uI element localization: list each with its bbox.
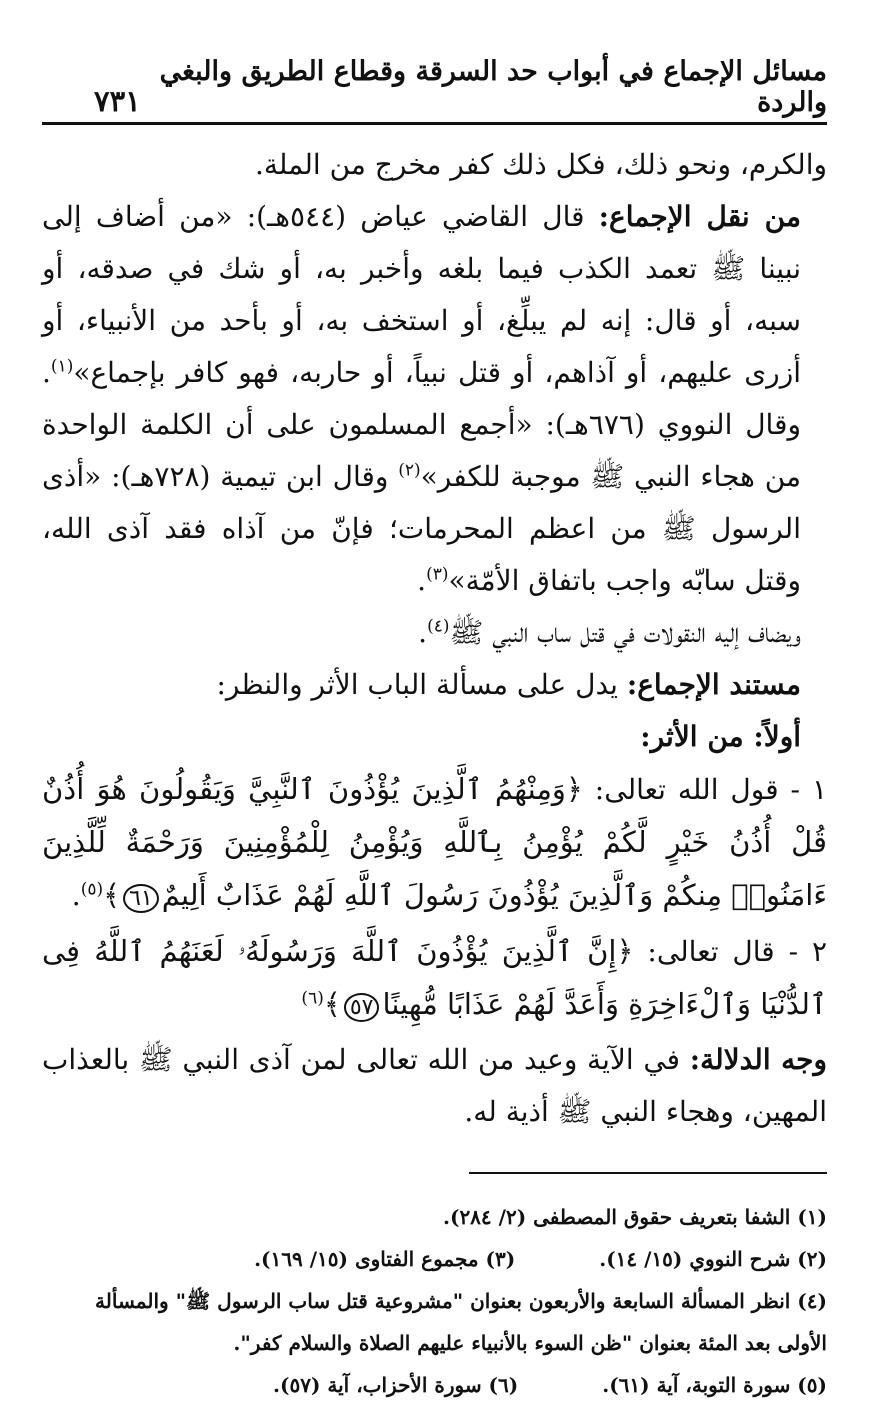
- page-number: ٧٣١: [94, 84, 141, 118]
- evidence-item-1: ١ - قول الله تعالى: ﴿وَمِنْهُمُ ٱلَّذِينَ يُؤْذُونَ ٱلنَّبِيَّ وَيَقُولُونَ هُوَ أُذُنٌ قُلْ أُذُنُ خَيْرٍ لَّكُمْ يُؤْمِنُ بِٱللَّهِ وَيُؤْمِنُ لِلْمُؤْمِنِينَ وَرَحْمَةٌ لِّلَّذِينَ ءَامَنُوا۟ مِنكُمْ وَٱلَّذِينَ يُؤْذُونَ رَسُولَ ٱللَّهِ لَهُمْ عَذَابٌ أَلِيمٌ٦١﴾$^{(٥)}$.: [42, 772, 827, 912]
- evidence-item-2: ٢ - قال تعالى: ﴿إِنَّ ٱلَّذِينَ يُؤْذُونَ ٱللَّهَ وَرَسُولَهُۥ لَعَنَهُمُ ٱللَّهُ فِى ٱلدُّنْيَا وَٱلْءَاخِرَةِ وَأَعَدَّ لَهُمْ عَذَابًا مُّهِينًا٥٧﴾$^{(٦)}$: [42, 934, 827, 1021]
- paragraph-basis: مستند الإجماع: يدل على مسألة الباب الأثر والنظر:: [216, 668, 801, 701]
- running-header: [42, 58, 827, 118]
- footnote-ref-4[interactable]: (٤): [427, 616, 450, 637]
- paragraph-inference: وجه الدلالة: في الآية وعيد من الله تعالى لمن آذى النبي ﷺ بالعذاب المهين، وهجاء النبي ﷺ أذية له.: [42, 1043, 827, 1128]
- section-lead-basis: مستند الإجماع:: [626, 668, 801, 701]
- section-lead-inference: وجه الدلالة:: [689, 1043, 827, 1076]
- footnote-ref-2[interactable]: (٢): [398, 460, 421, 481]
- footnote-ref-1[interactable]: (١): [50, 356, 74, 377]
- footnote-5: (٥) سورة التوبة، آية (٦١).: [602, 1373, 827, 1397]
- footnote-ref-3[interactable]: (٣): [426, 564, 449, 585]
- footnote-1: (١) الشفا بتعريف حقوق المصطفى (٢/ ٢٨٤).: [443, 1205, 827, 1229]
- ayah-number-marker: ٥٧: [344, 993, 380, 1022]
- paragraph-continuation: والكرم، ونحو ذلك، فكل ذلك كفر مخرج من الملة.: [255, 148, 827, 181]
- footnote-separator: [469, 1172, 827, 1174]
- footnote-ref-6[interactable]: (٦): [301, 988, 324, 1009]
- footnote-6: (٦) سورة الأحزاب، آية (٥٧).: [273, 1373, 519, 1397]
- footnote-ref-5[interactable]: (٥): [80, 879, 104, 900]
- main-text: [42, 139, 827, 1138]
- subheading-first: أولاً: من الأثر:: [640, 720, 801, 753]
- paragraph-consensus-quotes: من نقل الإجماع: قال القاضي عياض (٥٤٤هـ): «من أضاف إلى نبينا ﷺ تعمد الكذب فيما بلغه وأخبر به، أو شك في صدقه، أو سبه، أو قال: إنه لم يبلِّغ، أو استخف به، أو بأحد من الأنبياء، أو أزرى عليهم، أو آذاهم، أو قتل نبياً، أو حاربه، فهو كافر بإجماع»$^{(١)}$. وقال النووي (٦٧٦هـ): «أجمع المسلمون على أن الكلمة الواحدة من هجاء النبي ﷺ موجبة للكفر»$^{(٢)}$ وقال ابن تيمية (٧٢٨هـ): «أذى الرسول ﷺ من اعظم المحرمات؛ فإنّ من آذاه فقد آذى الله، وقتل سابّه واجب باتفاق الأمّة»$^{(٣)}$.: [42, 200, 802, 597]
- footnote-3: (٣) مجموع الفتاوى (١٥/ ١٦٩).: [254, 1247, 516, 1271]
- header-rule: [42, 122, 827, 125]
- footnote-row: [42, 1238, 827, 1280]
- header-title: مسائل الإجماع في أبواب حد السرقة وقطاع الطريق والبغي والردة: [159, 56, 827, 118]
- footnote-row: [42, 1364, 827, 1406]
- quran-verse-2: ﴿إِنَّ ٱلَّذِينَ يُؤْذُونَ ٱللَّهَ وَرَسُولَهُۥ لَعَنَهُمُ ٱللَّهُ فِى ٱلدُّنْيَا وَٱلْءَاخِرَةِ وَأَعَدَّ لَهُمْ عَذَابًا مُّهِينًا: [42, 934, 827, 1021]
- footnotes: [42, 1196, 827, 1406]
- paragraph-additional: ويضاف إليه النقولات في قتل ساب النبي ﷺ$^{(٤)}$.: [418, 616, 801, 649]
- book-page: [42, 56, 827, 1397]
- footnote-4: (٤) انظر المسألة السابعة والأربعون بعنوان "مشروعية قتل ساب الرسول ﷺ" والمسألة الأولى بعد المئة بعنوان "ظن السوء بالأنبياء عليهم الصلاة والسلام كفر".: [95, 1289, 827, 1355]
- ayah-number-marker: ٦١: [123, 884, 159, 913]
- quran-verse-1: ﴿وَمِنْهُمُ ٱلَّذِينَ يُؤْذُونَ ٱلنَّبِيَّ وَيَقُولُونَ هُوَ أُذُنٌ قُلْ أُذُنُ خَيْرٍ لَّكُمْ يُؤْمِنُ بِٱللَّهِ وَيُؤْمِنُ لِلْمُؤْمِنِينَ وَرَحْمَةٌ لِّلَّذِينَ ءَامَنُوا۟ مِنكُمْ وَٱلَّذِينَ يُؤْذُونَ رَسُولَ ٱللَّهِ لَهُمْ عَذَابٌ أَلِيمٌ: [42, 772, 827, 912]
- section-lead-transmission: من نقل الإجماع:: [598, 200, 801, 233]
- footnote-2: (٢) شرح النووي (١٥/ ١٤).: [599, 1247, 827, 1271]
